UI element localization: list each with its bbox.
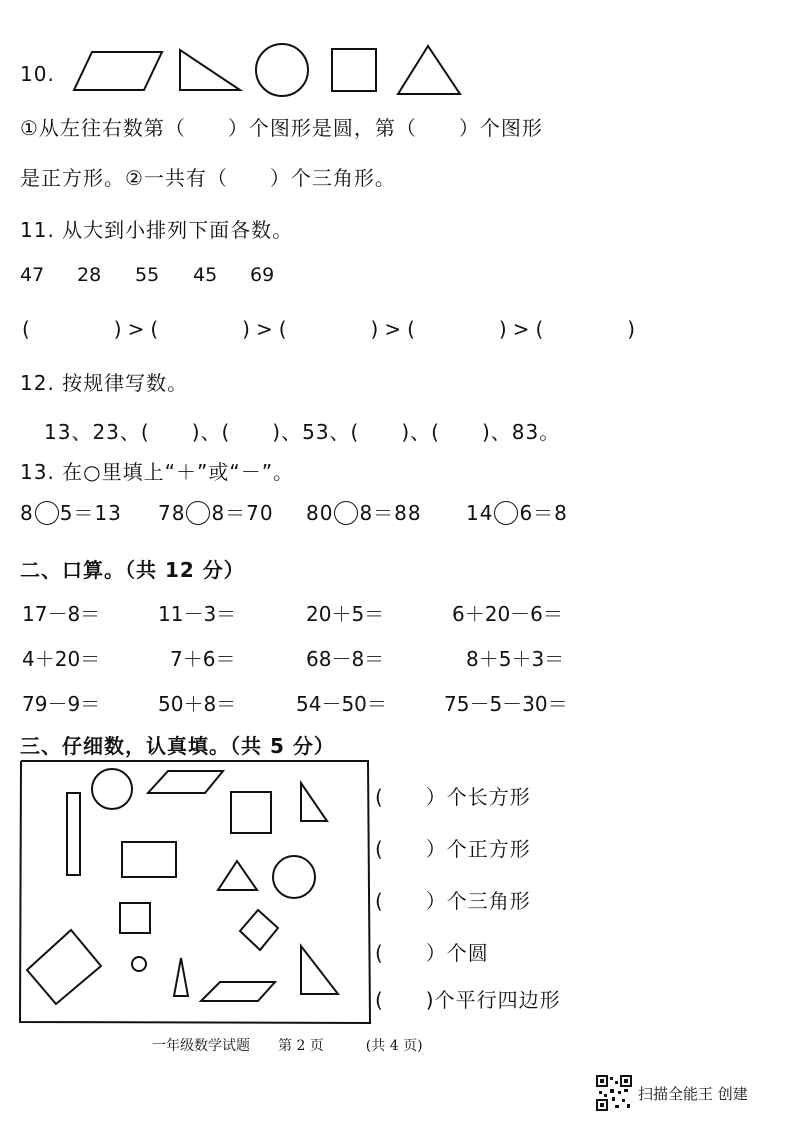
q13-right: 8＝88 bbox=[359, 501, 422, 525]
answer-square-count: ( ）个正方形 bbox=[375, 837, 531, 861]
circle-shape bbox=[132, 957, 146, 971]
q13-item bbox=[158, 497, 274, 526]
right-triangle-shape bbox=[301, 783, 327, 821]
calc-item: 17－8＝ bbox=[22, 602, 101, 626]
calc-item: 54－50＝ bbox=[296, 692, 387, 716]
triangle-shape bbox=[398, 46, 460, 94]
section2-title: 二、口算。（共 12 分） bbox=[20, 558, 245, 582]
answer-rectangle-count: ( ）个长方形 bbox=[375, 785, 531, 809]
circle-shape bbox=[92, 769, 132, 809]
q10-line2: 是正方形。②一共有（ ）个三角形。 bbox=[20, 166, 396, 190]
q13-right: 6＝8 bbox=[519, 501, 568, 525]
q11-number: 47 bbox=[20, 264, 45, 286]
q11-title: 11. 从大到小排列下面各数。 bbox=[20, 218, 294, 242]
parallelogram-shape bbox=[201, 982, 275, 1001]
square-shape bbox=[240, 910, 278, 950]
answer-parallelogram-count: ( )个平行四边形 bbox=[375, 988, 561, 1012]
calc-item: 11－3＝ bbox=[158, 602, 237, 626]
q12-sequence: 13、23、( )、( )、53、( )、( )、83。 bbox=[44, 420, 561, 444]
blank-circle[interactable] bbox=[494, 501, 518, 525]
triangle-shape bbox=[174, 958, 188, 996]
calc-item: 6＋20－6＝ bbox=[452, 602, 563, 626]
page-footer: 一年级数学试题 第 2 页 (共 4 页) bbox=[152, 1038, 423, 1054]
triangle-shape bbox=[218, 861, 257, 890]
calc-item: 68－8＝ bbox=[306, 647, 385, 671]
shapes-figure bbox=[18, 758, 372, 1028]
calc-item: 50＋8＝ bbox=[158, 692, 237, 716]
calc-item: 4＋20＝ bbox=[22, 647, 101, 671]
rectangle-shape bbox=[27, 930, 101, 1004]
rectangle-shape bbox=[67, 793, 80, 875]
blank-circle[interactable] bbox=[186, 501, 210, 525]
q11-number: 55 bbox=[135, 264, 160, 286]
q13-left: 80 bbox=[306, 501, 334, 525]
q13-title: 13. 在○里填上“＋”或“－”。 bbox=[20, 460, 295, 484]
calc-item: 79－9＝ bbox=[22, 692, 101, 716]
q13-item bbox=[466, 497, 568, 526]
calc-item: 8＋5＋3＝ bbox=[466, 647, 565, 671]
q11-number: 69 bbox=[250, 264, 275, 286]
q11-number: 28 bbox=[77, 264, 102, 286]
calc-item: 20＋5＝ bbox=[306, 602, 385, 626]
parallelogram-shape bbox=[148, 771, 223, 793]
q11-blanks: ( )>( )>( )>( )>( ) bbox=[22, 317, 642, 341]
answer-triangle-count: ( ）个三角形 bbox=[375, 889, 531, 913]
q13-left: 14 bbox=[466, 501, 494, 525]
q13-item bbox=[306, 497, 422, 526]
q13-left: 78 bbox=[158, 501, 186, 525]
circle-shape bbox=[256, 44, 308, 96]
right-triangle-shape bbox=[180, 50, 240, 90]
calc-item: 7＋6＝ bbox=[170, 647, 236, 671]
q10-line1: ①从左往右数第（ ）个图形是圆，第（ ）个图形 bbox=[20, 116, 543, 140]
parallelogram-shape bbox=[74, 52, 162, 90]
figure-frame bbox=[20, 761, 370, 1023]
qr-code-icon bbox=[596, 1075, 632, 1111]
square-shape bbox=[332, 49, 376, 91]
q11-number: 45 bbox=[193, 264, 218, 286]
circle-shape bbox=[273, 856, 315, 898]
blank-circle[interactable] bbox=[35, 501, 59, 525]
q12-title: 12. 按规律写数。 bbox=[20, 371, 189, 395]
q13-right: 8＝70 bbox=[211, 501, 274, 525]
square-shape bbox=[120, 903, 150, 933]
answer-circle-count: ( ）个圆 bbox=[375, 941, 489, 965]
q10-number: 10. bbox=[20, 62, 55, 86]
q13-right: 5＝13 bbox=[59, 501, 122, 525]
q13-left: 8 bbox=[20, 501, 34, 525]
blank-circle[interactable] bbox=[334, 501, 358, 525]
square-shape bbox=[231, 792, 271, 833]
section3-title: 三、仔细数，认真填。（共 5 分） bbox=[20, 734, 335, 758]
rectangle-shape bbox=[122, 842, 176, 877]
calc-item: 75－5－30＝ bbox=[444, 692, 568, 716]
right-triangle-shape bbox=[301, 946, 338, 994]
scanner-watermark: 扫描全能王 创建 bbox=[638, 1085, 748, 1103]
q13-item bbox=[20, 497, 122, 526]
q10-shapes bbox=[70, 42, 470, 102]
